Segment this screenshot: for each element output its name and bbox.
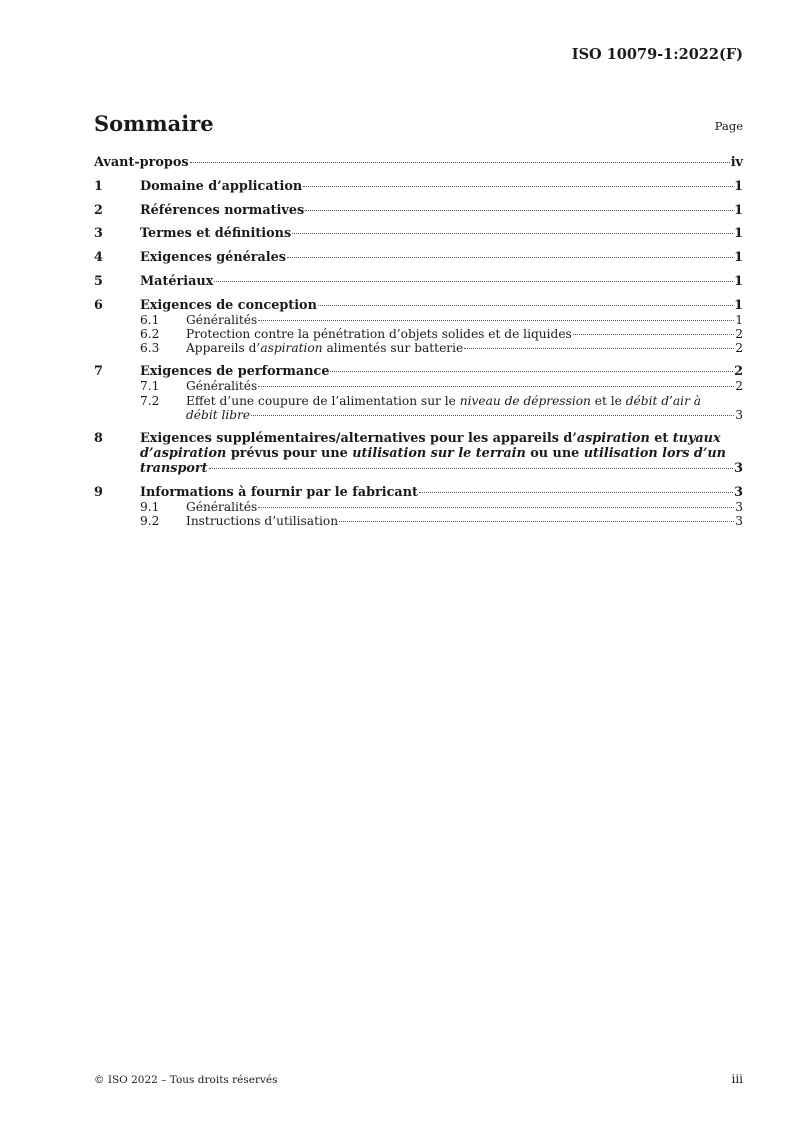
toc-page-number: 2 [735,341,743,356]
toc-leader [292,233,733,234]
page-column-label: Page [714,119,743,133]
toc-leader [305,210,733,211]
toc-entry-7[interactable] [94,364,743,379]
toc-leader [258,320,734,321]
page-title: Sommaire [94,111,214,136]
toc-page-number: 1 [734,226,743,242]
toc-leader [287,257,733,258]
toc-entry-6-3[interactable] [94,341,743,355]
toc-entry-line [140,446,743,461]
toc-text-part: alimentés sur batterie [322,341,464,356]
toc-leader [464,348,734,349]
toc-entry-7-1[interactable] [94,379,743,393]
toc-page-number: 1 [734,178,743,194]
toc-entry-text: Références normatives [140,202,305,218]
toc-entry-text: Matériaux [140,273,214,289]
toc-entry-text [186,341,463,355]
toc-page-number: 1 [734,297,743,313]
toc-text-italic: aspiration [260,341,323,356]
toc-entry-6[interactable] [94,298,743,313]
toc-entry-5[interactable] [94,274,743,289]
toc-entry-text: Termes et définitions [140,226,292,242]
toc-leader [209,468,734,469]
toc-page-number: 2 [735,327,743,342]
toc-entry-text: Exigences de performance [140,364,330,380]
toc-section-number: 1 [94,178,103,194]
toc-text-italic: d’aspiration [140,445,227,461]
toc-entry-text: Protection contre la pénétration d’objets solides et de liquides [186,327,572,342]
toc-entry-line [186,408,743,422]
toc-entry-text: Généralités [186,312,258,327]
toc-leader [573,334,734,335]
toc-section-number: 8 [94,430,103,446]
toc-page-number: 1 [734,202,743,218]
toc-entry-8[interactable] [94,431,743,477]
document-id: ISO 10079-1:2022(F) [571,46,743,63]
toc-entry-text: Informations à fournir par le fabricant [140,484,418,500]
toc-leader [339,521,734,522]
toc-page-number: 1 [734,273,743,289]
toc-page-number: 2 [734,364,743,380]
toc-page-number: 1 [735,312,743,327]
toc-entry-7-2[interactable] [94,394,743,422]
toc-entry-body [186,394,743,422]
toc-text-italic: transport [140,461,208,476]
toc-leader [303,186,733,187]
toc-section-number: 6 [94,297,103,313]
toc-leader [190,162,730,163]
toc-page-number: 3 [735,514,743,529]
toc-section-number: 9.1 [140,500,160,514]
toc-entry-9-2[interactable] [94,514,743,528]
toc-entry-6-1[interactable] [94,313,743,327]
toc-section-number: 2 [94,202,103,218]
toc-entry-6-2[interactable] [94,327,743,341]
toc-leader [258,507,734,508]
toc-text-part: prévus pour une [226,445,353,461]
toc-text-italic: aspiration [576,430,650,446]
toc-section-number: 4 [94,250,103,266]
toc-leader [318,305,733,306]
toc-entry-line [186,394,743,408]
toc-entry-9[interactable] [94,485,743,500]
toc-section-number: 6.3 [140,341,160,356]
toc-section-number: 9.2 [140,514,160,529]
toc-text-part: et [649,430,673,446]
toc-entry-text: Instructions d’utilisation [186,514,339,529]
toc-entry-text: Exigences générales [140,250,287,266]
toc-entry-text: Exigences de conception [140,297,317,313]
toc-text-italic: débit d’air à [625,393,702,408]
toc-text-part: ou une [525,445,584,461]
toc-leader [258,386,734,387]
toc-leader [419,492,733,493]
toc-page-number: iv [730,155,743,170]
toc-section-number: 7 [94,364,103,380]
toc-entry-text: Généralités [186,379,258,394]
toc-section-number: 7.1 [140,379,160,394]
toc-page-number: 3 [735,407,743,422]
toc-page-number: 3 [735,500,743,514]
toc-text-part: Appareils d’ [186,341,261,356]
toc-page-number: 3 [734,461,743,476]
toc-text-italic: utilisation lors d’un [583,445,726,461]
toc-section-number: 6.2 [140,327,160,342]
toc-section-number: 9 [94,484,103,500]
toc-text-italic: débit libre [186,407,251,422]
toc-section-number: 5 [94,273,103,289]
toc-entry-line [140,431,743,446]
toc-entry-4[interactable] [94,250,743,265]
toc-text-part: Exigences supplémentaires/alternatives pour les appareils d’ [140,430,577,446]
footer-page-number: iii [731,1072,743,1086]
toc-entry-3[interactable] [94,226,743,241]
toc-entry-text: Généralités [186,500,258,514]
toc-section-number: 3 [94,226,103,242]
toc-entry-text: Avant-propos [94,155,189,170]
toc-entry-text: Domaine d’application [140,178,303,194]
toc-entry-1[interactable] [94,179,743,194]
toc-text-italic: tuyaux [672,430,721,446]
toc-page-number: 3 [734,484,743,500]
toc-leader [251,415,734,416]
toc-entry-body [140,431,743,477]
toc-text-part: et le [590,393,626,408]
toc-page-number: 2 [735,379,743,394]
toc-entry-line [140,461,743,476]
toc-text-italic: niveau de dépression [459,393,591,408]
toc-entry-9-1[interactable] [94,500,743,514]
footer-copyright: © ISO 2022 – Tous droits réservés [94,1074,278,1086]
toc-section-number: 6.1 [140,312,160,327]
toc-page-number: 1 [734,250,743,266]
toc-text-part: Effet d’une coupure de l’alimentation sur le [186,393,460,408]
toc-leader [330,371,733,372]
toc-section-number: 7.2 [140,393,160,408]
toc-entry-avant-propos[interactable] [94,155,743,170]
table-of-contents [94,155,743,528]
toc-entry-2[interactable] [94,203,743,218]
toc-text-italic: utilisation sur le terrain [352,445,526,461]
toc-leader [214,281,733,282]
